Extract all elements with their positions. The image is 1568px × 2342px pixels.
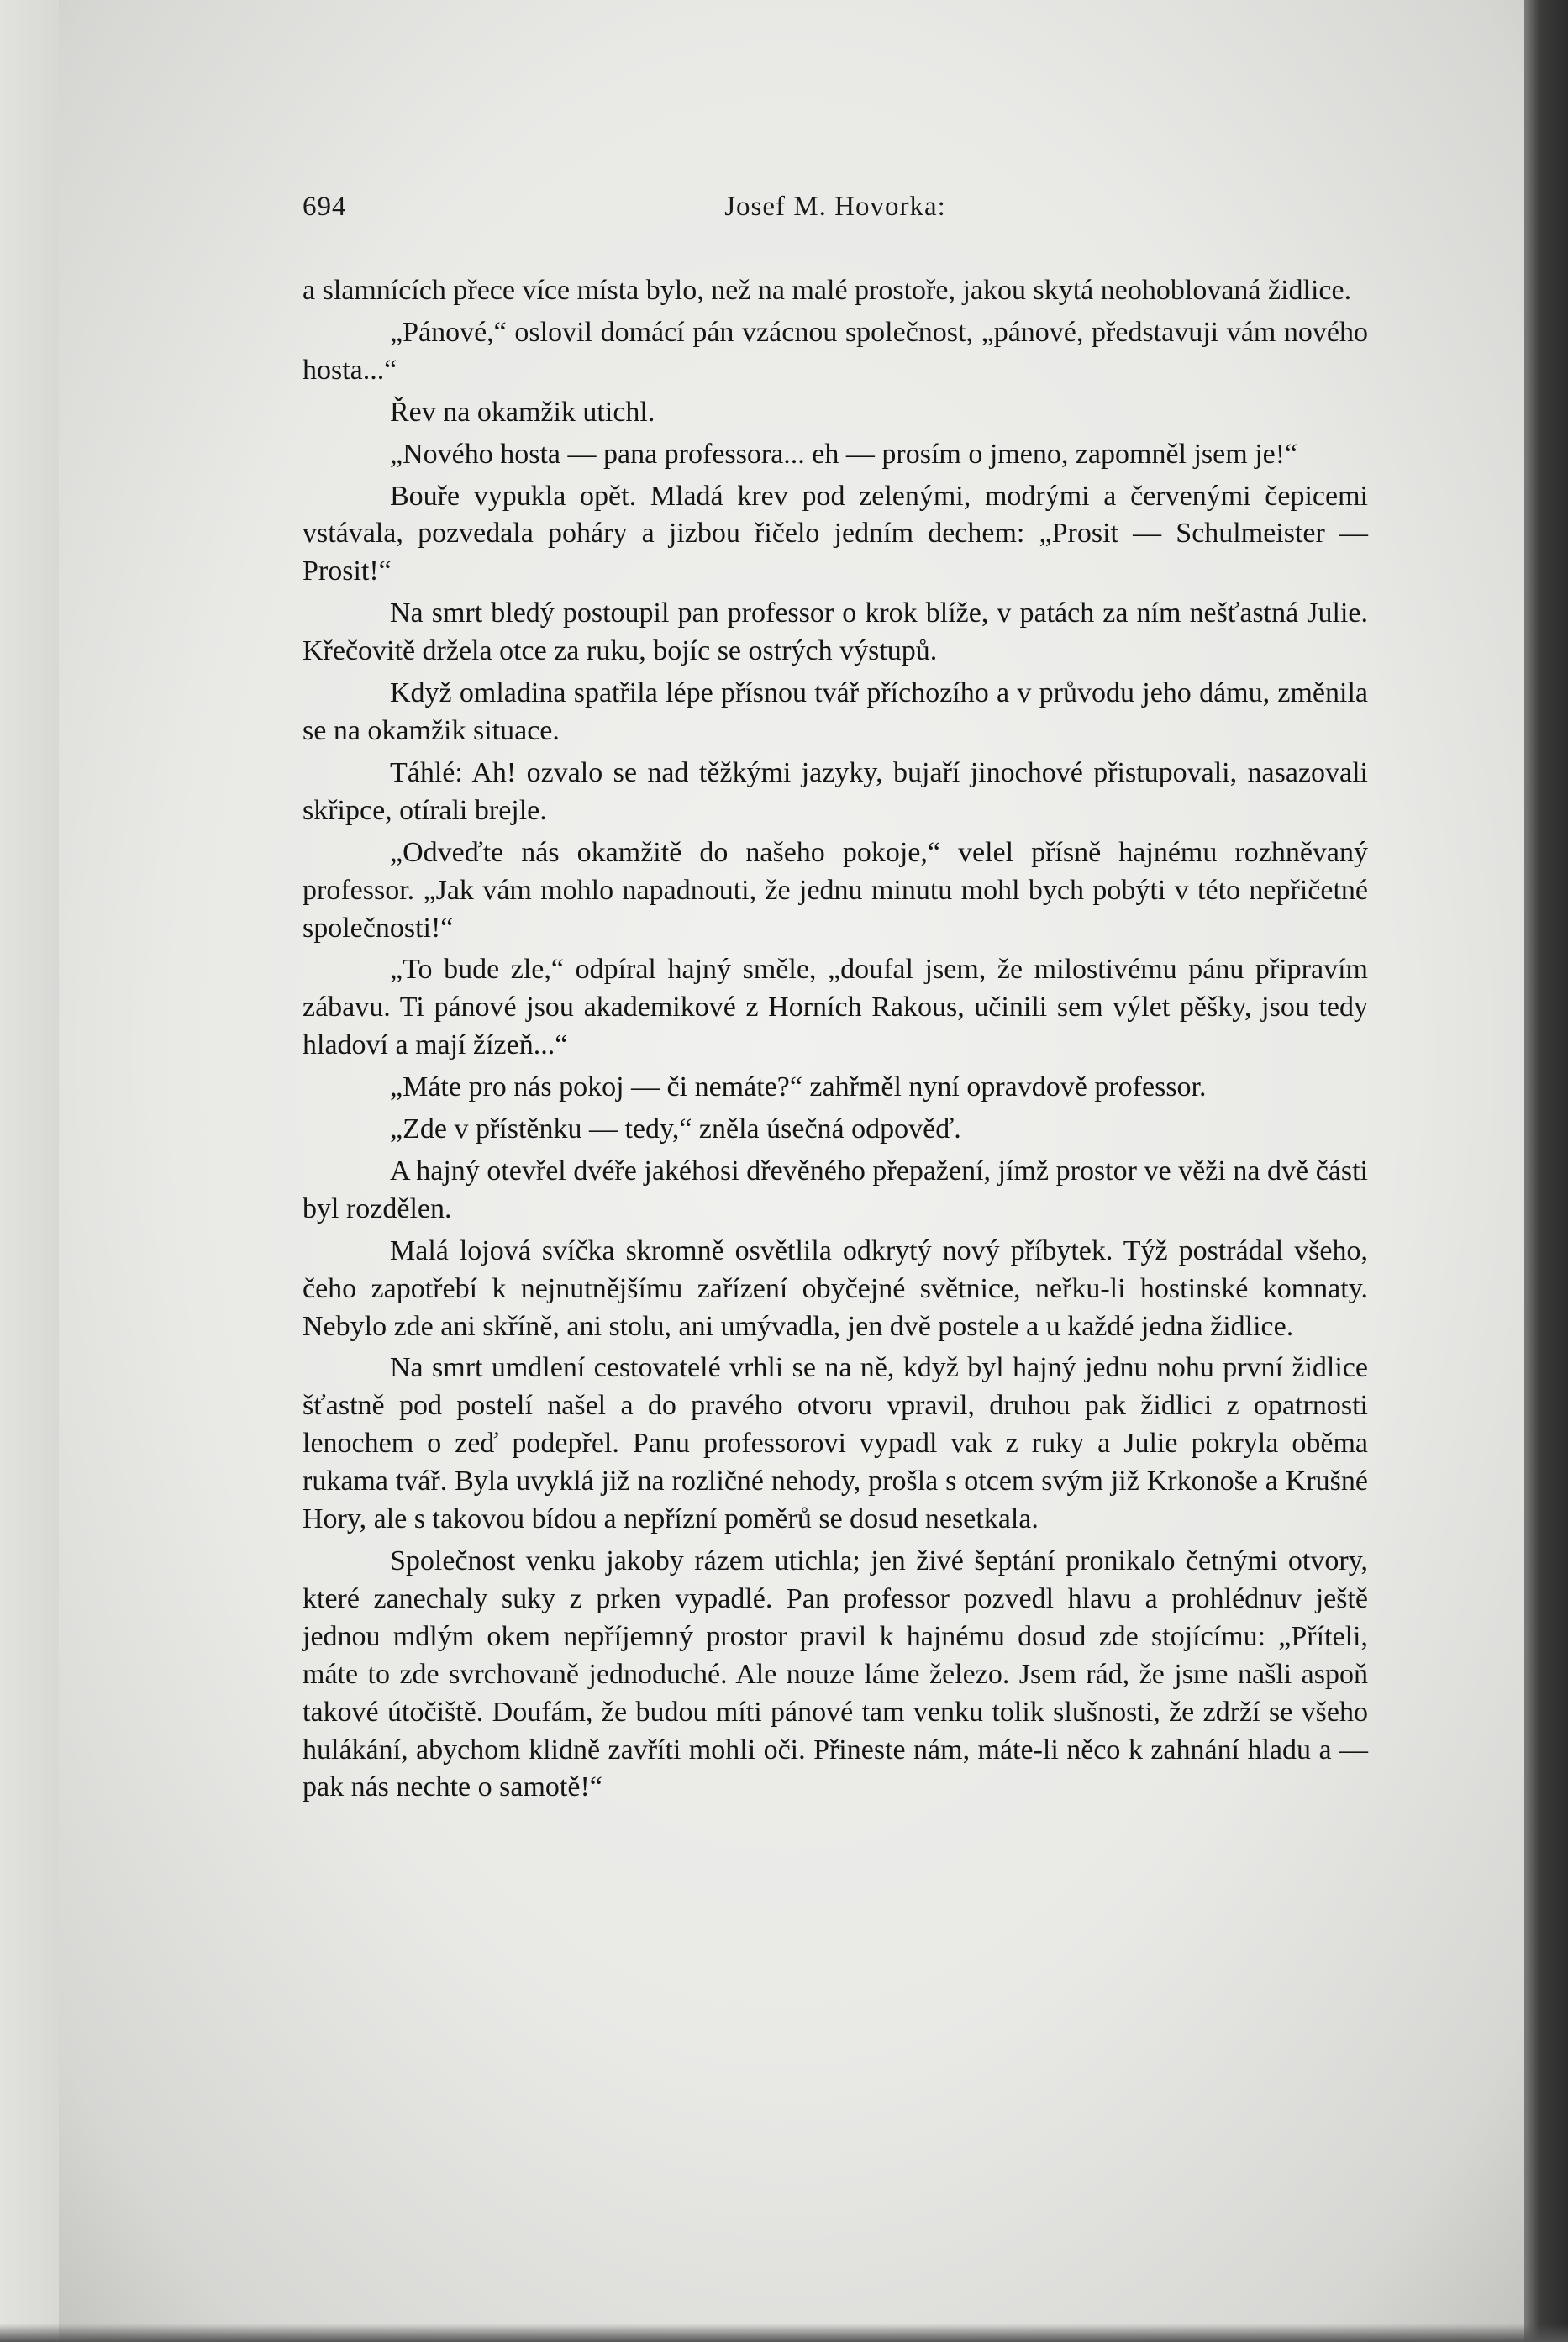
page-header xyxy=(303,192,1368,242)
page-number: 694 xyxy=(303,192,347,222)
paragraph: Táhlé: Ah! ozvalo se nad těžkými jazyky, bujaří jinochové přistupovali, nasazovali skřipce, otírali brejle. xyxy=(303,756,1368,826)
bottom-edge-shadow xyxy=(0,2324,1568,2342)
paragraph: a slamnících přece více místa bylo, než na malé prostoře, jakou skytá neohoblovaná židlice. xyxy=(303,275,1352,306)
paragraph: Malá lojová svíčka skromně osvětlila odkrytý nový příbytek. Týž postrádal všeho, čeho zapotřebí k nejnutnějšímu zařízení obyčejné světnice, neřku-li hostinské komnaty. Nebylo zde ani skříně, ani stolu, ani umývadla, jen dvě postele a u každé jedna židlice. xyxy=(303,1234,1368,1342)
paragraph: Na smrt bledý postoupil pan professor o krok blíže, v patách za ním nešťastná Julie. Křečovitě držela otce za ruku, bojíc se ostrých výstupů. xyxy=(303,597,1368,667)
paragraph: Když omladina spatřila lépe přísnou tvář příchozího a v průvodu jeho dámu, změnila se na okamžik situace. xyxy=(303,677,1368,746)
paragraph: Společnost venku jakoby rázem utichla; jen živé šeptání pronikalo četnými otvory, které zanechaly suky z prken vypadlé. Pan professor pozvedl hlavu a prohlédnuv ještě jednou mdlým okem nepříjemný prostor pravil k hajnému dosud zde stojícímu: „Příteli, máte to zde svrchovaně jednoduché. Ale nouze láme železo. Jsem rád, že jsme našli aspoň takové útočiště. Doufám, že budou míti pánové tam venku tolik slušnosti, že zdrží se všeho hulákání, abychom klidně zavříti mohli oči. Přineste nám, máte-li něco k zahnání hladu a — pak nás nechte o samotě!“ xyxy=(303,1545,1368,1803)
paragraph: „Nového hosta — pana professora... eh — prosím o jmeno, zapomněl jsem je!“ xyxy=(390,438,1298,470)
paragraph: Na smrt umdlení cestovatelé vrhli se na ně, když byl hajný jednu nohu první židlice šťastně pod postelí našel a do pravého otvoru vpravil, druhou pak židlici z opatrnosti lenochem o zeď podepřel. Panu professorovi vypadl vak z ruky a Julie pokryla oběma rukama tvář. Byla uvyklá již na rozličné nehody, prošla s otcem svým již Krkonoše a Krušné Hory, ale s takovou bídou a nepřízní poměrů se dosud nesetkala. xyxy=(303,1352,1368,1535)
paragraph: „Zde v přístěnku — tedy,“ zněla úsečná odpověď. xyxy=(390,1113,961,1145)
running-head: Josef M. Hovorka: xyxy=(724,192,946,222)
paragraph: „Pánové,“ oslovil domácí pán vzácnou společnost, „pánové, představuji vám nového hosta...“ xyxy=(303,316,1368,386)
paragraph: „To bude zle,“ odpíral hajný směle, „doufal jsem, že milostivému pánu připravím zábavu. Ti pánové jsou akademikové z Horních Rakous, učinili sem výlet pěšky, jsou tedy hladoví a mají žízeň...“ xyxy=(303,954,1368,1061)
paragraph: „Máte pro nás pokoj — či nemáte?“ zahřměl nyní opravdově professor. xyxy=(390,1071,1207,1103)
binding-shadow xyxy=(1524,0,1568,2342)
page-left-margin xyxy=(0,0,59,2342)
paragraph: A hajný otevřel dvéře jakéhosi dřevěného přepažení, jímž prostor ve věži na dvě části byl rozdělen. xyxy=(303,1155,1368,1224)
paragraph: Řev na okamžik utichl. xyxy=(390,396,655,428)
body-text xyxy=(303,272,1368,1811)
paragraph: „Odveďte nás okamžitě do našeho pokoje,“ velel přísně hajnému rozhněvaný professor. „Jak vám mohlo napadnouti, že jednu minutu mohl bych pobýti v této nepřičetné společnosti!“ xyxy=(303,836,1368,944)
paragraph: Bouře vypukla opět. Mladá krev pod zelenými, modrými a červenými čepicemi vstávala, pozvedala poháry a jizbou řičelo jedním dechem: „Prosit — Schulmeister — Prosit!“ xyxy=(303,480,1368,587)
